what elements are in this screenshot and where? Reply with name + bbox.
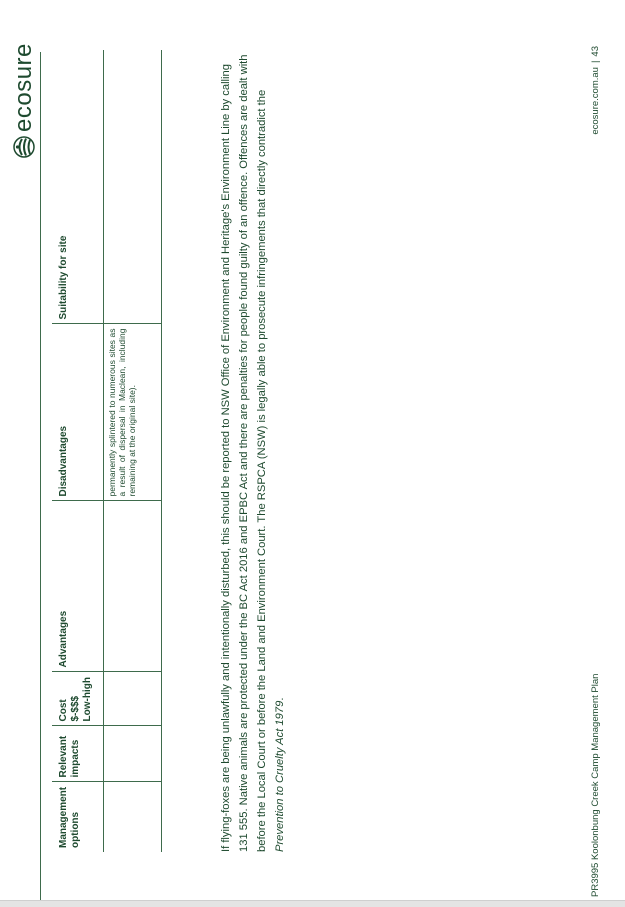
management-options-table bbox=[52, 50, 162, 852]
cell-disadvantages bbox=[104, 324, 162, 501]
table-row bbox=[104, 50, 162, 852]
ecosure-logo bbox=[10, 43, 38, 158]
header-suitability: Suitability for site bbox=[52, 50, 104, 324]
cell-cost bbox=[104, 672, 162, 726]
ecosure-globe-icon bbox=[13, 136, 35, 158]
cell-advantages bbox=[104, 501, 162, 672]
cell-management-options bbox=[104, 782, 162, 852]
body-paragraph bbox=[217, 54, 289, 852]
footer-separator: | bbox=[590, 60, 601, 64]
cell-relevant-impacts bbox=[104, 726, 162, 782]
header-rule bbox=[40, 52, 41, 900]
disadvantages-text: permanently splintered to numerous sites as a result of dispersal in Maclean, including remaining at the original site). bbox=[107, 328, 137, 497]
header-cost: Cost $-$$$ Low-high bbox=[52, 672, 104, 726]
footer-site: ecosure.com.au bbox=[590, 67, 601, 135]
footer-document-title: PR3995 Koolonbung Creek Camp Management Plan bbox=[590, 673, 601, 897]
paragraph-act-title: Prevention to Cruelty Act 1979 bbox=[274, 700, 287, 852]
paragraph-main-text: If flying-foxes are being unlawfully and intentionally disturbed, this should be reported to NSW Office of Environment and Heritage's Environment Line by calling 131 555. Native animals are protected under the BC Act 2016 and EPBC Act and there are penalties for people found guilty of an offence. Offences are dealt with before the Local Court or before the Land and Environment Court. The RSPCA (NSW) is legally able to prosecute infringements that directly contradict the bbox=[220, 54, 269, 852]
footer-page-info bbox=[590, 46, 601, 135]
header-advantages: Advantages bbox=[52, 501, 104, 672]
footer-page-number: 43 bbox=[590, 46, 601, 57]
header-relevant-impacts: Relevant impacts bbox=[52, 726, 104, 782]
paragraph-end: . bbox=[274, 697, 287, 701]
header-disadvantages: Disadvantages bbox=[52, 324, 104, 501]
cell-suitability bbox=[104, 50, 162, 324]
header-management-options: Management options bbox=[52, 782, 104, 852]
ecosure-logo-text: ecosure bbox=[10, 43, 37, 132]
table-header-row bbox=[52, 50, 104, 852]
